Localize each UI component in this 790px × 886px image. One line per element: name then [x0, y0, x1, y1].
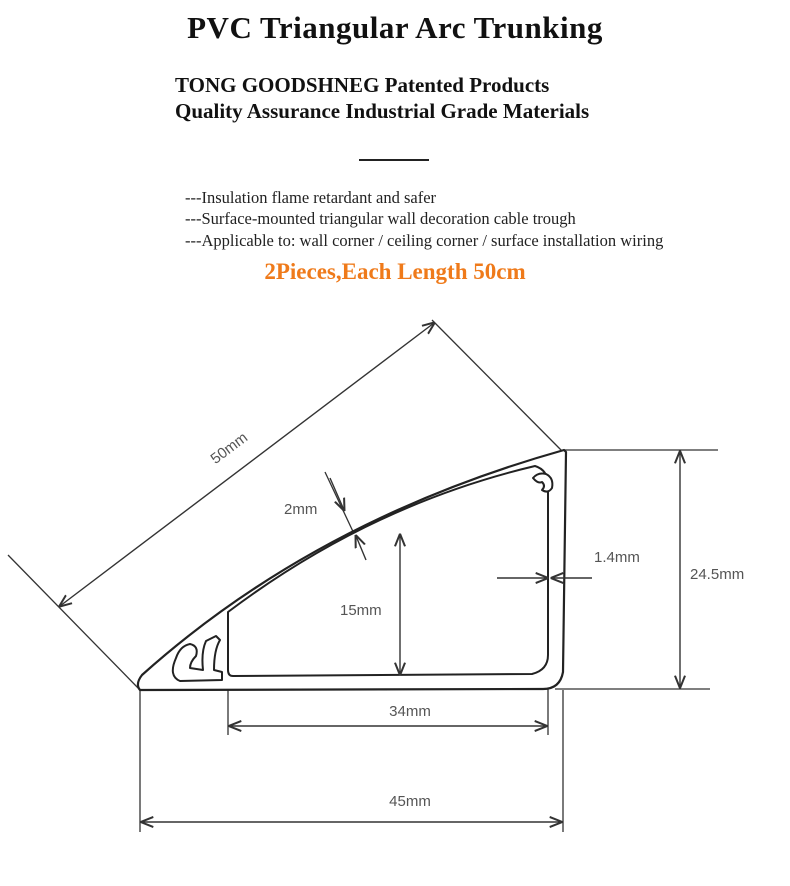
dim-wall-thickness-label: 2mm	[284, 501, 318, 518]
trunking-profile-inner-cavity	[228, 466, 548, 676]
extension-line	[8, 555, 140, 690]
feature-item: ---Applicable to: wall corner / ceiling corner / surface installation wiring	[185, 231, 664, 250]
dim-inner-height-label: 15mm	[340, 602, 382, 619]
dim-side-wall-label: 1.4mm	[594, 549, 640, 566]
feature-item: ---Surface-mounted triangular wall decoration cable trough	[185, 209, 576, 228]
dim-wall-thickness-arrow-top	[330, 478, 344, 510]
brand-line: TONG GOODSHNEG Patented Products	[175, 73, 550, 97]
extension-line	[432, 320, 563, 452]
length-highlight: 2Pieces,Each Length 50cm	[264, 259, 526, 284]
dim-total-height-label: 24.5mm	[690, 566, 745, 583]
quality-line: Quality Assurance Industrial Grade Materials	[175, 99, 590, 123]
dim-arc-length-label: 50mm	[207, 429, 252, 468]
product-title: PVC Triangular Arc Trunking	[187, 10, 603, 45]
feature-item: ---Insulation flame retardant and safer	[185, 188, 437, 207]
dim-inner-width-label: 34mm	[389, 703, 431, 720]
dim-total-width-label: 45mm	[389, 793, 431, 810]
